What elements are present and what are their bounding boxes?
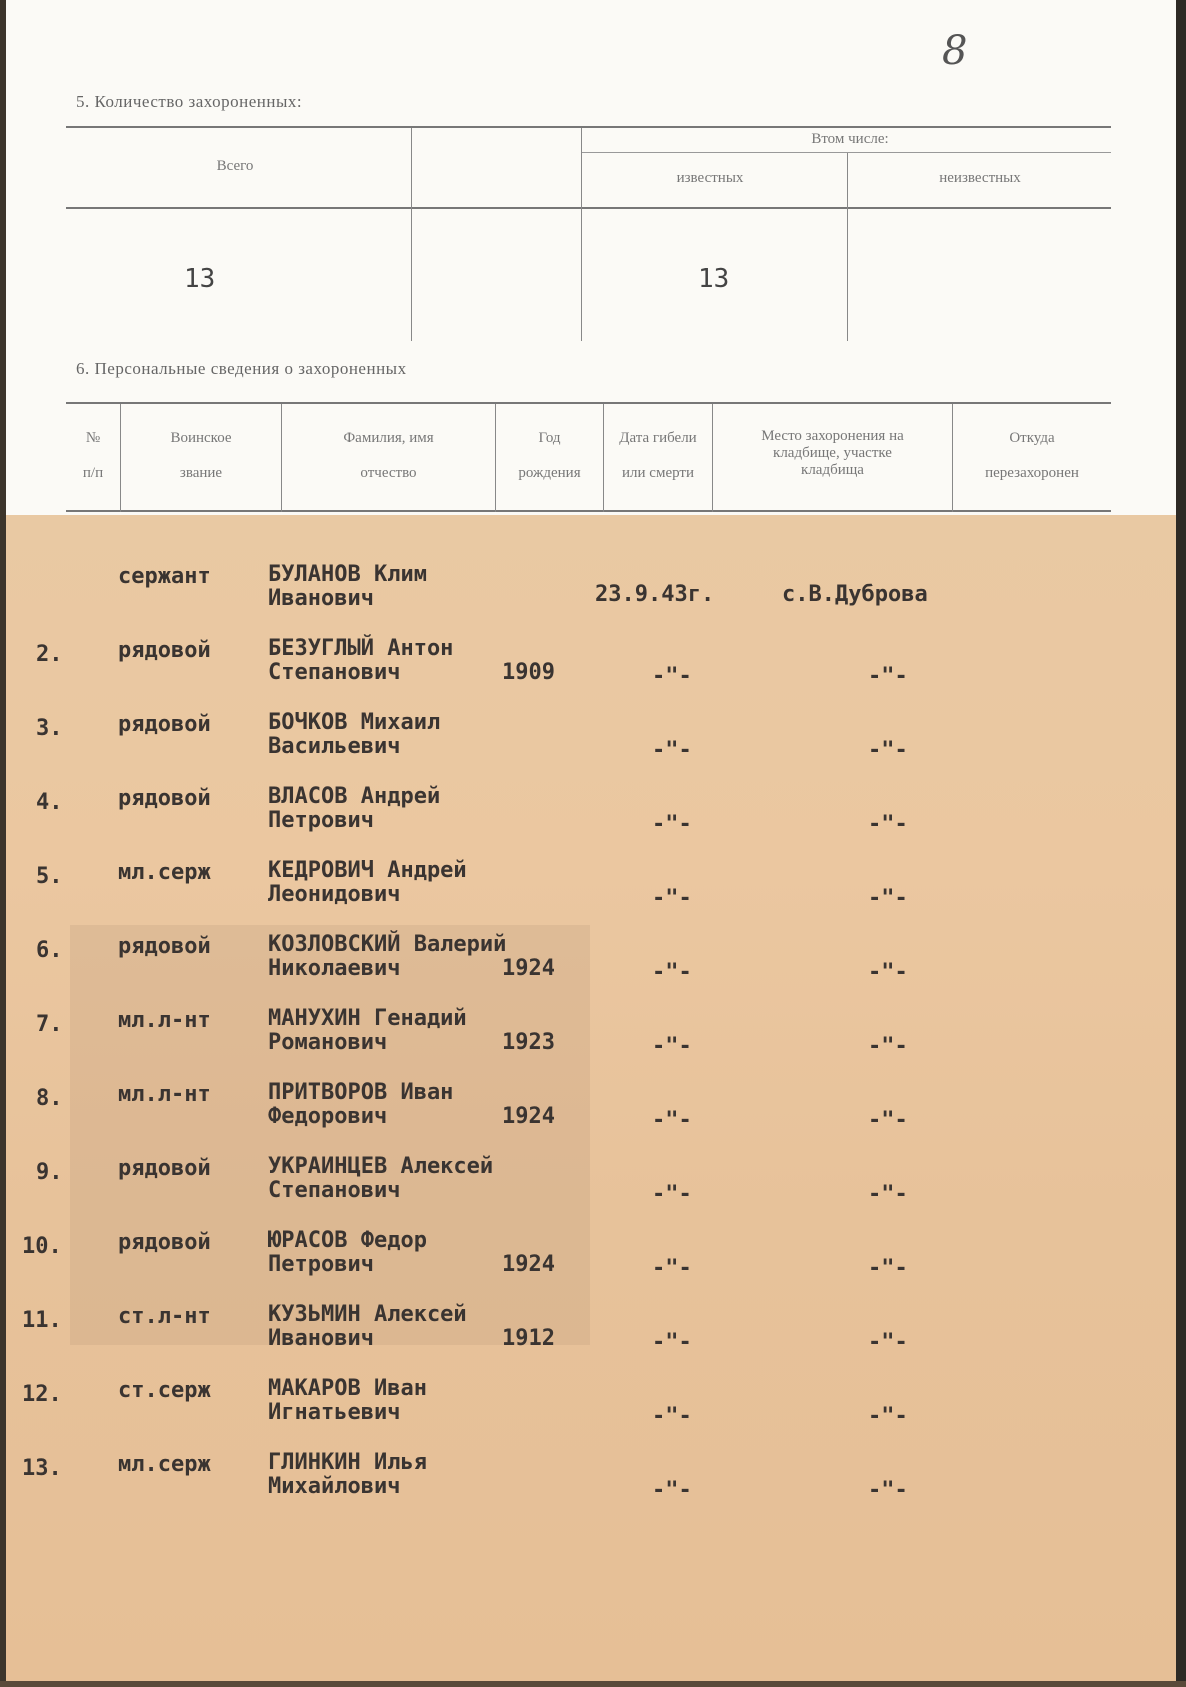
row-rank: мл.л-нт bbox=[118, 1082, 211, 1107]
row-death-date: -"- bbox=[652, 960, 692, 985]
col-num-header-1: № bbox=[85, 430, 101, 446]
row-surname: КЕДРОВИЧ Андрей bbox=[268, 858, 467, 883]
col-name-header-1: Фамилия, имя bbox=[343, 430, 434, 446]
row-number: 6. bbox=[36, 938, 63, 963]
col-name-header-2: отчество bbox=[360, 465, 417, 481]
row-rank: ст.л-нт bbox=[118, 1304, 211, 1329]
row-number: 4. bbox=[36, 790, 63, 815]
table6-vline-4 bbox=[603, 404, 604, 512]
row-number: 9. bbox=[36, 1160, 63, 1185]
total-buried-value: 13 bbox=[184, 264, 216, 294]
row-surname: МАКАРОВ Иван bbox=[268, 1376, 427, 1401]
row-birth-year: 1924 bbox=[502, 1252, 555, 1277]
col-known-header: известных bbox=[676, 170, 744, 186]
section5-heading: 5. Количество захороненных: bbox=[76, 92, 303, 111]
col-date-header-2: или смерти bbox=[622, 465, 694, 481]
row-number: 5. bbox=[36, 864, 63, 889]
row-rank: рядовой bbox=[118, 934, 211, 959]
table5-vline-2 bbox=[581, 128, 582, 341]
row-patronymic: Степанович bbox=[268, 660, 401, 685]
row-burial-place: с.В.Дуброва bbox=[782, 582, 928, 607]
row-patronymic: Васильевич bbox=[268, 734, 401, 759]
row-surname: БЕЗУГЛЫЙ Антон bbox=[268, 636, 454, 661]
table6-vline-1 bbox=[120, 404, 121, 512]
col-including-header: Втом числе: bbox=[811, 131, 889, 147]
row-rank: мл.л-нт bbox=[118, 1008, 211, 1033]
row-number: 3. bbox=[36, 716, 63, 741]
row-burial-place: -"- bbox=[868, 1330, 908, 1355]
row-rank: рядовой bbox=[118, 1156, 211, 1181]
row-number: 13. bbox=[22, 1456, 62, 1481]
col-place-header-3: кладбища bbox=[801, 462, 864, 478]
row-death-date: -"- bbox=[652, 1108, 692, 1133]
row-death-date: -"- bbox=[652, 812, 692, 837]
row-surname: ПРИТВОРОВ Иван bbox=[268, 1080, 454, 1105]
row-death-date: -"- bbox=[652, 664, 692, 689]
row-birth-year: 1909 bbox=[502, 660, 555, 685]
table6-top-rule bbox=[66, 402, 1111, 404]
row-burial-place: -"- bbox=[868, 664, 908, 689]
table5-vline-3 bbox=[847, 153, 848, 341]
row-patronymic: Леонидович bbox=[268, 882, 401, 907]
row-birth-year: 1923 bbox=[502, 1030, 555, 1055]
row-death-date: -"- bbox=[652, 738, 692, 763]
row-burial-place: -"- bbox=[868, 886, 908, 911]
row-death-date: -"- bbox=[652, 1256, 692, 1281]
row-patronymic: Михайлович bbox=[268, 1474, 401, 1499]
row-patronymic: Иванович bbox=[268, 586, 374, 611]
row-death-date: -"- bbox=[652, 886, 692, 911]
row-patronymic: Игнатьевич bbox=[268, 1400, 401, 1425]
row-death-date: -"- bbox=[652, 1330, 692, 1355]
row-patronymic: Иванович bbox=[268, 1326, 374, 1351]
row-patronymic: Федорович bbox=[268, 1104, 388, 1129]
row-number: 10. bbox=[22, 1234, 62, 1259]
row-burial-place: -"- bbox=[868, 738, 908, 763]
row-surname: БОЧКОВ Михаил bbox=[268, 710, 441, 735]
row-burial-place: -"- bbox=[868, 812, 908, 837]
section6-heading: 6. Персональные сведения о захороненных bbox=[76, 359, 407, 378]
row-number: 12. bbox=[22, 1382, 62, 1407]
row-surname: КУЗЬМИН Алексей bbox=[268, 1302, 467, 1327]
col-place-header-2: кладбище, участке bbox=[773, 445, 892, 461]
row-surname: ВЛАСОВ Андрей bbox=[268, 784, 441, 809]
row-death-date: 23.9.43г. bbox=[595, 582, 715, 607]
row-surname: ГЛИНКИН Илья bbox=[268, 1450, 427, 1475]
row-death-date: -"- bbox=[652, 1034, 692, 1059]
row-burial-place: -"- bbox=[868, 1404, 908, 1429]
row-burial-place: -"- bbox=[868, 960, 908, 985]
scan-edge-bottom bbox=[0, 1681, 1186, 1687]
row-number: 8. bbox=[36, 1086, 63, 1111]
row-burial-place: -"- bbox=[868, 1478, 908, 1503]
row-burial-place: -"- bbox=[868, 1034, 908, 1059]
col-unknown-header: неизвестных bbox=[939, 170, 1021, 186]
row-birth-year: 1912 bbox=[502, 1326, 555, 1351]
row-birth-year: 1924 bbox=[502, 1104, 555, 1129]
row-burial-place: -"- bbox=[868, 1108, 908, 1133]
table6-vline-3 bbox=[495, 404, 496, 512]
col-year-header-2: рождения bbox=[518, 465, 581, 481]
row-number: 2. bbox=[36, 642, 63, 667]
table5-top-rule bbox=[66, 126, 1111, 128]
col-from-header-2: перезахоронен bbox=[985, 465, 1079, 481]
table6-vline-6 bbox=[952, 404, 953, 512]
row-patronymic: Романович bbox=[268, 1030, 388, 1055]
col-total-header: Всего bbox=[216, 158, 254, 174]
row-rank: рядовой bbox=[118, 786, 211, 811]
col-rank-header-2: звание bbox=[179, 465, 223, 481]
col-year-header-1: Год bbox=[538, 430, 561, 446]
row-death-date: -"- bbox=[652, 1478, 692, 1503]
row-number: 11. bbox=[22, 1308, 62, 1333]
row-death-date: -"- bbox=[652, 1182, 692, 1207]
row-surname: МАНУХИН Генадий bbox=[268, 1006, 467, 1031]
table6-header-rule bbox=[66, 510, 1111, 512]
known-buried-value: 13 bbox=[698, 264, 730, 294]
row-number: 7. bbox=[36, 1012, 63, 1037]
row-rank: ст.серж bbox=[118, 1378, 211, 1403]
row-patronymic: Николаевич bbox=[268, 956, 401, 981]
row-rank: рядовой bbox=[118, 712, 211, 737]
row-patronymic: Петрович bbox=[268, 1252, 374, 1277]
row-birth-year: 1924 bbox=[502, 956, 555, 981]
page-number: 8 bbox=[942, 28, 968, 74]
table6-vline-2 bbox=[281, 404, 282, 512]
col-num-header-2: п/п bbox=[82, 465, 104, 481]
row-patronymic: Степанович bbox=[268, 1178, 401, 1203]
col-from-header-1: Откуда bbox=[1009, 430, 1055, 446]
col-date-header-1: Дата гибели bbox=[619, 430, 697, 446]
paper-shade bbox=[70, 925, 590, 1345]
row-surname: ЮРАСОВ Федор bbox=[268, 1228, 427, 1253]
col-place-header-1: Место захоронения на bbox=[761, 428, 904, 444]
row-rank: мл.серж bbox=[118, 860, 211, 885]
row-rank: мл.серж bbox=[118, 1452, 211, 1477]
row-surname: КОЗЛОВСКИЙ Валерий bbox=[268, 932, 507, 957]
row-rank: рядовой bbox=[118, 1230, 211, 1255]
row-surname: УКРАИНЦЕВ Алексей bbox=[268, 1154, 494, 1179]
table5-header-rule bbox=[66, 207, 1111, 209]
row-burial-place: -"- bbox=[868, 1182, 908, 1207]
table5-vline-1 bbox=[411, 128, 412, 341]
row-rank: сержант bbox=[118, 564, 211, 589]
row-death-date: -"- bbox=[652, 1404, 692, 1429]
row-burial-place: -"- bbox=[868, 1256, 908, 1281]
scan-edge-left bbox=[0, 0, 6, 1687]
col-rank-header-1: Воинское bbox=[170, 430, 232, 446]
row-surname: БУЛАНОВ Клим bbox=[268, 562, 427, 587]
scan-edge-right bbox=[1176, 0, 1186, 1687]
row-rank: рядовой bbox=[118, 638, 211, 663]
row-patronymic: Петрович bbox=[268, 808, 374, 833]
